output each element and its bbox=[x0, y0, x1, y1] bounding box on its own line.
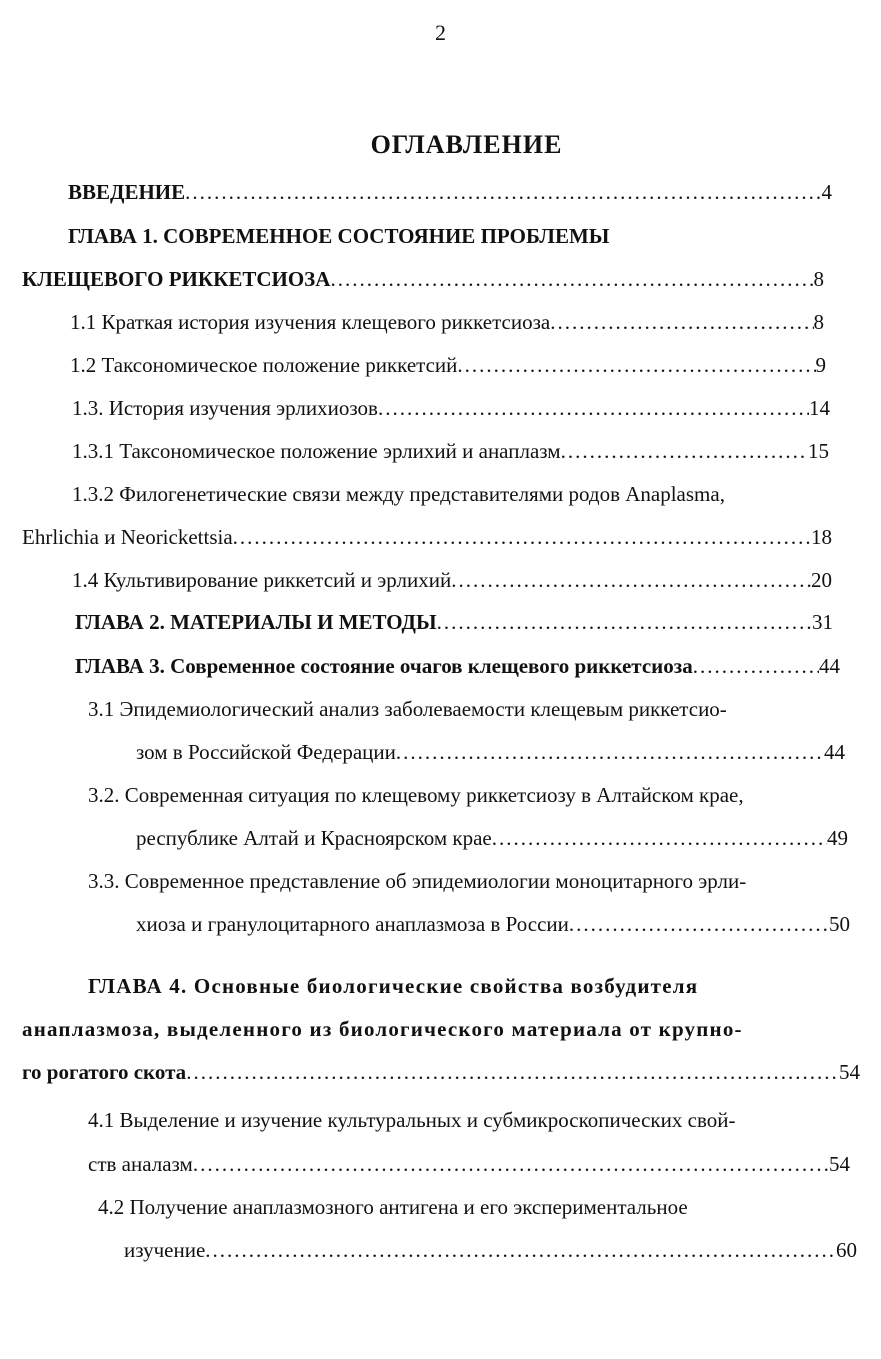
toc-entry-section-4-2 bbox=[124, 1236, 857, 1264]
entry-page: 44 bbox=[824, 740, 845, 764]
entry-title: ВВЕДЕНИЕ bbox=[68, 180, 186, 204]
toc-entry-section-1-3-1 bbox=[72, 437, 829, 465]
entry-page: 8 bbox=[813, 310, 824, 334]
dot-leader bbox=[693, 652, 819, 680]
dot-leader bbox=[205, 1236, 836, 1264]
entry-page: 9 bbox=[815, 353, 826, 377]
dot-leader bbox=[492, 824, 827, 852]
entry-title: КЛЕЩЕВОГО РИККЕТСИОЗА bbox=[22, 267, 331, 291]
entry-title: го рогатого скота bbox=[22, 1060, 187, 1084]
toc-entry-section-3-2-line-1: 3.2. Современная ситуация по клещевому риккетсиозу в Алтайском крае, bbox=[88, 783, 744, 807]
entry-page: 44 bbox=[819, 654, 840, 678]
entry-page: 15 bbox=[808, 439, 829, 463]
entry-title: зом в Российской Федерации bbox=[136, 740, 396, 764]
toc-entry-section-1-2 bbox=[70, 351, 826, 379]
entry-page: 20 bbox=[811, 568, 832, 592]
toc-entry-section-1-3 bbox=[72, 394, 830, 422]
entry-title: ГЛАВА 3. Современное состояние очагов клещевого риккетсиоза bbox=[75, 654, 693, 678]
toc-entry-chapter-1-line-1: ГЛАВА 1. СОВРЕМЕННОЕ СОСТОЯНИЕ ПРОБЛЕМЫ bbox=[68, 224, 610, 248]
toc-entry-chapter-4-line-1: ГЛАВА 4. Основные биологические свойства возбудителя bbox=[88, 974, 699, 998]
toc-entry-section-1-3-2 bbox=[22, 523, 832, 551]
entry-page: 18 bbox=[811, 525, 832, 549]
entry-page: 60 bbox=[836, 1238, 857, 1262]
entry-page: 54 bbox=[839, 1060, 860, 1084]
toc-entry-section-4-1 bbox=[88, 1150, 850, 1178]
entry-page: 4 bbox=[821, 180, 832, 204]
toc-entry-section-3-3-line-1: 3.3. Современное представление об эпидемиологии моноцитарного эрли- bbox=[88, 869, 747, 893]
dot-leader bbox=[330, 265, 813, 293]
dot-leader bbox=[396, 738, 824, 766]
page-number: 2 bbox=[435, 20, 446, 45]
entry-title: ГЛАВА 2. МАТЕРИАЛЫ И МЕТОДЫ bbox=[75, 610, 437, 634]
dot-leader bbox=[457, 351, 815, 379]
toc-entry-chapter-4-line-2: анаплазмоза, выделенного из биологического материала от крупно- bbox=[22, 1017, 743, 1041]
entry-title: республике Алтай и Красноярском крае bbox=[136, 826, 492, 850]
dot-leader bbox=[451, 566, 811, 594]
entry-title: ств аналазм bbox=[88, 1152, 193, 1176]
dot-leader bbox=[193, 1150, 829, 1178]
toc-entry-section-1-1 bbox=[70, 308, 824, 336]
toc-entry-chapter-2 bbox=[75, 608, 833, 636]
toc-entry-chapter-1 bbox=[22, 265, 824, 293]
toc-entry-section-3-1 bbox=[136, 738, 845, 766]
entry-page: 8 bbox=[813, 267, 824, 291]
entry-page: 31 bbox=[812, 610, 833, 634]
toc-entry-chapter-3 bbox=[75, 652, 840, 680]
entry-title: 1.3. История изучения эрлихиозов bbox=[72, 396, 378, 420]
dot-leader bbox=[569, 910, 829, 938]
dot-leader bbox=[185, 178, 821, 206]
entry-page: 50 bbox=[829, 912, 850, 936]
entry-title: хиоза и гранулоцитарного анаплазмоза в России bbox=[136, 912, 569, 936]
toc-entry-section-3-3 bbox=[136, 910, 850, 938]
dot-leader bbox=[186, 1058, 839, 1086]
entry-page: 54 bbox=[829, 1152, 850, 1176]
entry-title: изучение bbox=[124, 1238, 206, 1262]
toc-entry-section-4-1-line-1: 4.1 Выделение и изучение культуральных и субмикроскопических свой- bbox=[88, 1108, 736, 1132]
entry-title: 1.4 Культивирование риккетсий и эрлихий bbox=[72, 568, 452, 592]
toc-entry-introduction bbox=[68, 178, 832, 206]
toc-entry-section-3-1-line-1: 3.1 Эпидемиологический анализ заболеваемости клещевым риккетсио- bbox=[88, 697, 727, 721]
entry-title: 1.1 Краткая история изучения клещевого риккетсиоза bbox=[70, 310, 551, 334]
entry-page: 14 bbox=[809, 396, 830, 420]
dot-leader bbox=[378, 394, 809, 422]
toc-entry-section-4-2-line-1: 4.2 Получение анаплазмозного антигена и его экспериментальное bbox=[98, 1195, 688, 1219]
entry-title: 1.2 Таксономическое положение риккетсий bbox=[70, 353, 458, 377]
toc-entry-section-1-4 bbox=[72, 566, 832, 594]
dot-leader bbox=[437, 608, 812, 636]
entry-page: 49 bbox=[827, 826, 848, 850]
dot-leader bbox=[550, 308, 813, 336]
toc-entry-section-3-2 bbox=[136, 824, 848, 852]
toc-entry-section-1-3-2-line-1: 1.3.2 Филогенетические связи между представителями родов Anaplasma, bbox=[72, 482, 725, 506]
dot-leader bbox=[561, 437, 808, 465]
toc-title: ОГЛАВЛЕНИЕ bbox=[370, 130, 563, 159]
dot-leader bbox=[233, 523, 811, 551]
entry-title: Ehrlichia и Neorickettsia bbox=[22, 525, 233, 549]
toc-entry-chapter-4 bbox=[22, 1058, 860, 1086]
entry-title: 1.3.1 Таксономическое положение эрлихий и анаплазм bbox=[72, 439, 561, 463]
